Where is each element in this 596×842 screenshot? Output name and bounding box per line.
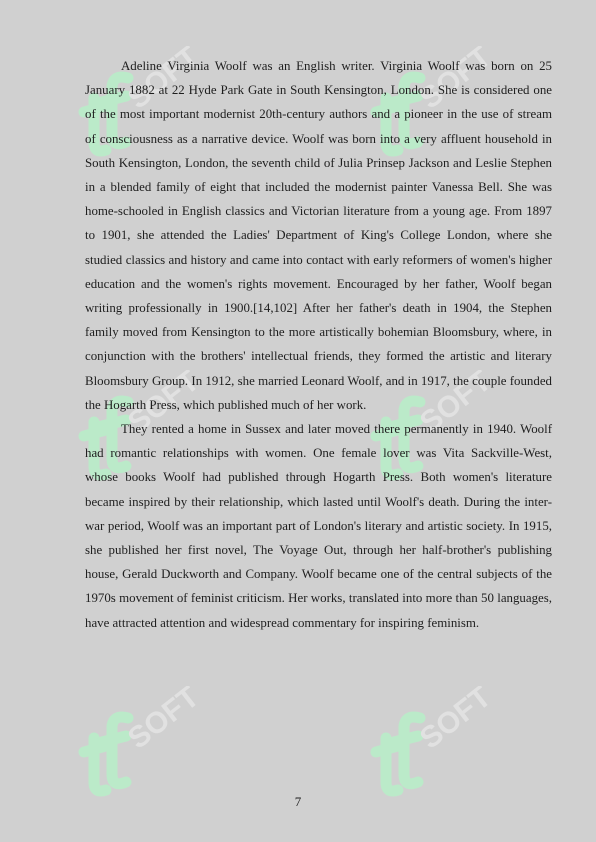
watermark-text: SOFT [121, 686, 206, 756]
watermark-text: SOFT [121, 370, 206, 440]
watermark-logo [76, 686, 206, 806]
ff-logo-icon [76, 686, 206, 806]
watermark-text: SOFT [121, 46, 206, 116]
paragraph-1: Adeline Virginia Woolf was an English writer. Virginia Woolf was born on 25 January 1882 at 22 Hyde Park Gate in South Kensington, London. She is considered one of the most important modernist 20th-century authors and a pioneer in the use of stream of consciousness as a narrative device. Woolf was born into a very affluent household in South Kensington, London, the seventh child of Julia Prinsep Jackson and Leslie Stephen in a blended family of eight that included the modernist painter Vanessa Bell. She was home-schooled in English classics and Victorian literature from a young age. From 1897 to 1901, she attended the Ladies' Department of King's College London, where she studied classics and history and came into contact with early reformers of women's higher education and the women's rights movement. Encouraged by her father, Woolf began writing professionally in 1900.[14,102] After her father's death in 1904, the Stephen family moved from Kensington to the more artistically bohemian Bloomsbury, where, in conjunction with the brothers' intellectual friends, they formed the artistic and literary Bloomsbury Group. In 1912, she married Leonard Woolf, and in 1917, the couple founded the Hogarth Press, which published much of her work. [85, 59, 552, 412]
watermark-text: SOFT [413, 46, 498, 116]
paragraph-2: They rented a home in Sussex and later moved there permanently in 1940. Woolf had romantic relationships with women. One female lover was Vita Sackville-West, whose books Woolf had published through Hogarth Press. Both women's literature became inspired by their relationship, which lasted until Woolf's death. During the inter-war period, Woolf was an important part of London's literary and artistic society. In 1915, she published her first novel, The Voyage Out, through her half-brother's publishing house, Gerald Duckworth and Company. Woolf became one of the central subjects of the 1970s movement of feminist criticism. Her works, translated into more than 50 languages, have attracted attention and widespread commentary for inspiring feminism. [85, 422, 552, 630]
document-body [85, 54, 552, 635]
page-number: 7 [294, 794, 302, 809]
watermark-text: SOFT [413, 370, 498, 440]
watermark-text: SOFT [413, 686, 498, 756]
ff-logo-icon [368, 686, 498, 806]
watermark-logo [368, 686, 498, 806]
